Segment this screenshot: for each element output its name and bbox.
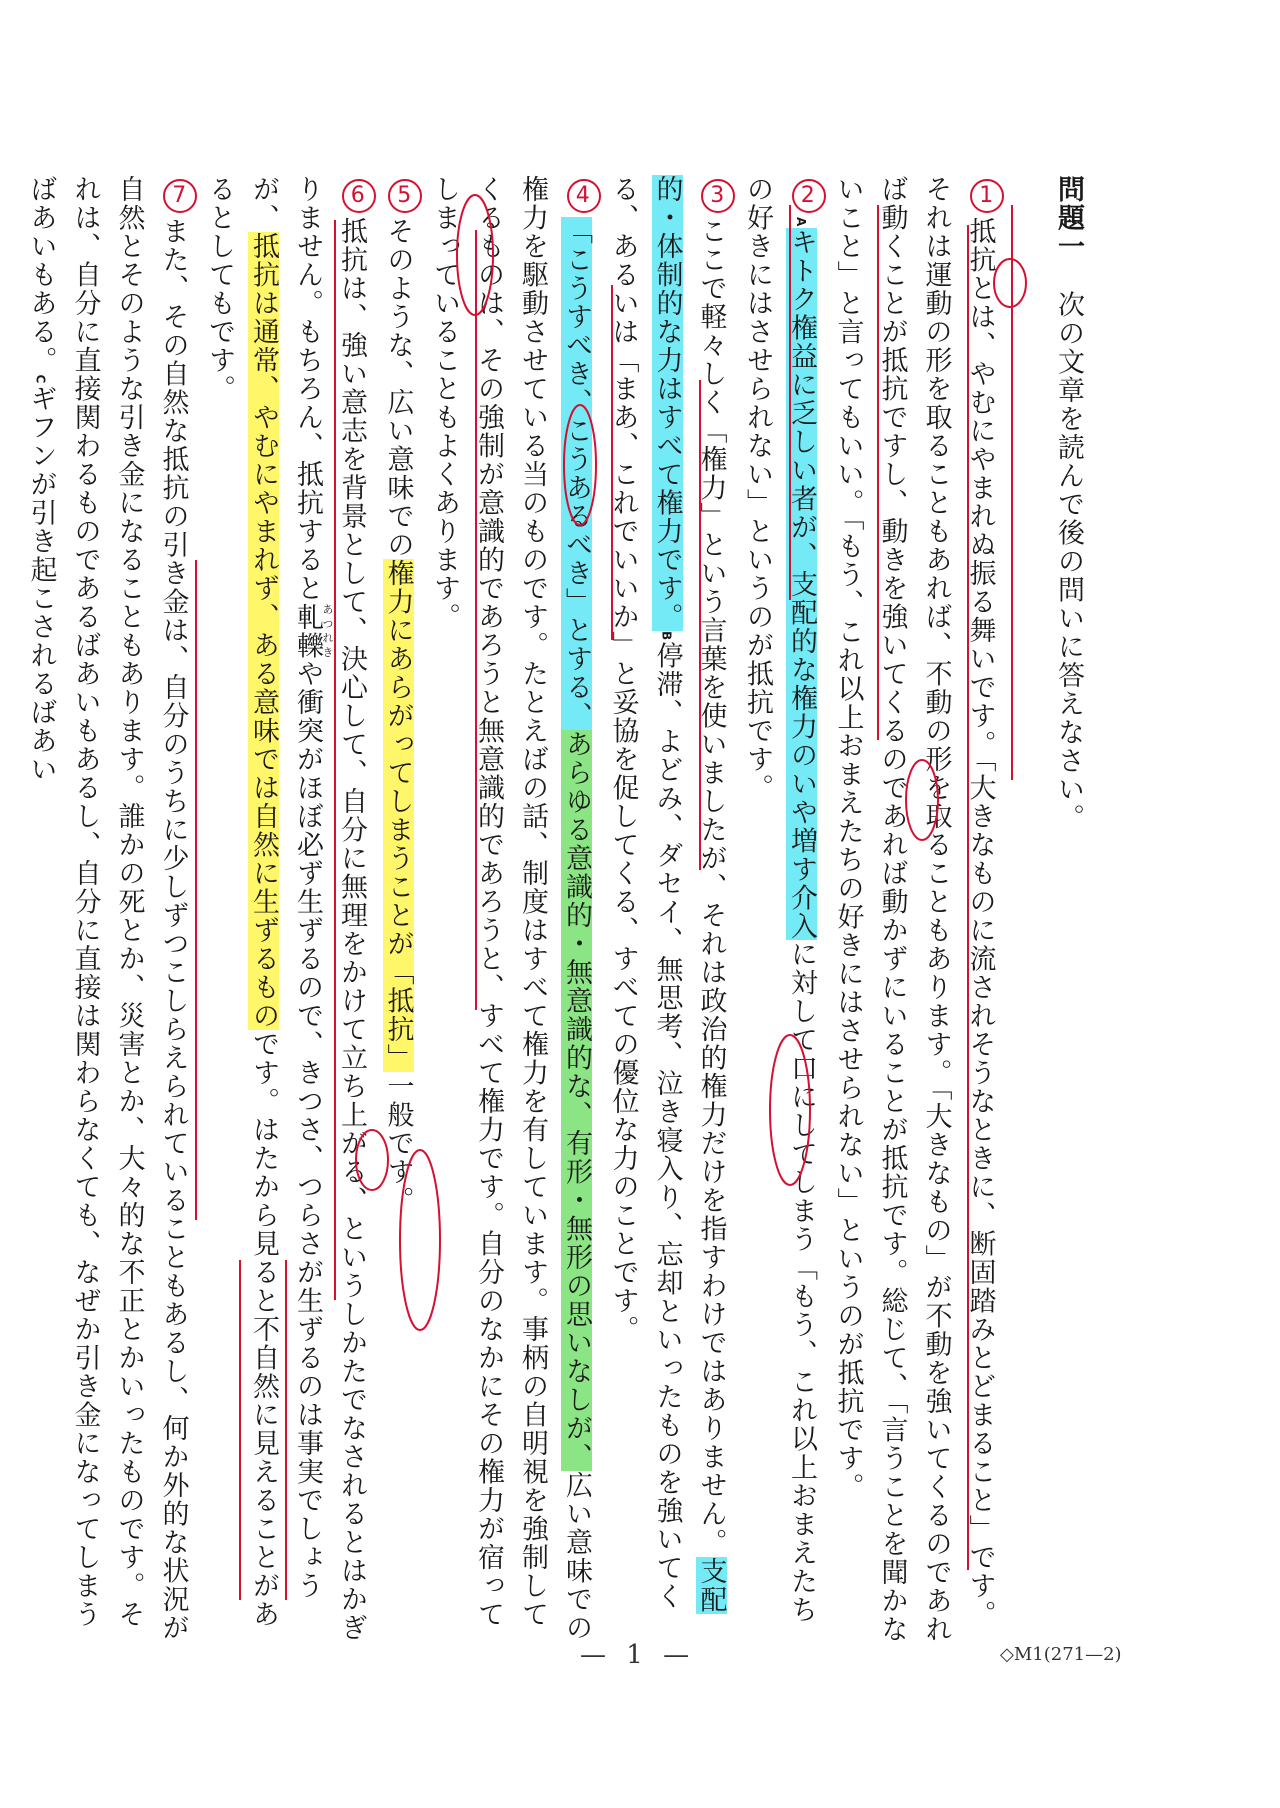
highlight-cyan-4: 「こうすべき、こうあるべき」とする、 [561,217,592,730]
label-c: C [33,374,48,385]
paragraph-marker-6: 6 [342,179,376,213]
highlight-green-4: あらゆる意識的・無意識的な、有形・無形の思いなしが、 [561,730,592,1471]
question-number: 問題一 [1053,175,1084,261]
paragraph-3-text-before: ここで軽々しく「権力」という言葉を使いましたが、それは政治的権力だけを指すわけではありません。 [695,217,727,1557]
label-a: A [794,217,808,228]
page-number: — 1 — [580,1640,696,1670]
paragraph-2-text: に対して口にしてしまう「もう、これ以上おまえたちの好きにはさせられない」というのが抵抗です。 [742,175,817,1625]
paragraph-6-text-before: 抵抗は、強い意志を背景として、決心して、自分に無理をかけて立ち上がる、というしかたでなされるとはかぎりません。もちろん、抵抗すると [292,175,367,1642]
paragraph-6-text-mid: や衝突がほぼ必ず生ずるので、きつさ、つらさが生ずるのは事実でしょうが、 [248,175,323,1600]
paragraph-marker-5: 5 [388,179,422,213]
vertical-text-body [25,175,1090,1645]
paragraph-7-text-after: ギフンが引き起こされるばあい [25,384,57,784]
paragraph-marker-4: 4 [567,179,601,213]
highlight-cyan-3: 支配的・体制的な力はすべて権力です。 [651,175,727,1614]
paragraph-4-text: 広い意味での権力を駆動させている当のものです。たとえばの話、制度はすべて権力を有しています。事柄の自明視を強制してくるものは、その強制が意識的であろうと無意識的であろうと、すべて権力です。自分のなかにその権力が宿ってしまっていることもよくあります。 [429,175,592,1642]
paragraph-marker-7: 7 [163,179,197,213]
paragraph-marker-3: 3 [701,179,735,213]
paragraph-7-text: また、その自然な抵抗の引き金は、自分のうちに少しずつこしらえられていることもあるし、何か外的な状況が自然とそのような引き金になることもあります。誰かの死とか、災害とか、大々的な不正とかいったものです。それは、自分に直接関わるものであるばあいもあるし、自分に直接は関わらなくても、なぜか引き金になってしまうばあいもある。 [25,175,189,1642]
paragraph-3 [601,175,736,1645]
paragraph-5 [376,175,423,1645]
paragraph-marker-2: 2 [792,179,826,213]
ruby-atsureki: 軋轢あつれき [292,602,334,660]
paragraph-7 [19,175,198,1645]
paragraph-marker-1: 1 [970,179,1004,213]
paragraph-6-text-after: です。はたから見ると不自然に見えることがあるとしてもです。 [204,175,279,1629]
paragraph-3-text-after: 停滞、よどみ、ダセイ、無思考、泣き寝入り、忘却といったものを強いてくる、あるいは「まあ、これでいいか」と妥協を促してくる、すべての優位な力のことです。 [607,175,683,1611]
question-header [1046,175,1090,1645]
highlight-cyan-2: キトク権益に乏しい者が、支配的な権力のいや増す介入 [786,227,817,941]
paragraph-5-text-after: 一般です。 [382,1072,414,1215]
highlight-yellow-5: 権力にあらがってしまうことが「抵抗」 [382,559,414,1072]
paragraph-4 [422,175,601,1645]
paragraph-6 [197,175,376,1645]
highlight-yellow-6: 抵抗は通常、やむにやまれず、ある意味では自然に生ずるもの [248,232,279,1030]
label-b: B [659,631,674,642]
paragraph-1 [826,175,1005,1645]
paragraph-2 [735,175,826,1645]
paragraph-1-text: 抵抗とは、やむにやまれぬ振る舞いです。「大きなものに流されそうなときに、断固踏みとどまること」です。それは運動の形を取ることもあれば、不動の形を取ることもあります。「大きなもの」が不動を強いてくるのであれば動くことが抵抗ですし、動きを強いてくるのであれば動かずにいることが抵抗です。総じて、「言うことを聞かないこと」と言ってもいい。「もう、これ以上おまえたちの好きにはさせられない」というのが抵抗です。 [832,175,996,1644]
question-instruction: 次の文章を読んで後の問いに答えなさい。 [1053,290,1084,833]
exam-code: ◇M1(271—2) [1000,1644,1122,1665]
paragraph-5-text-before: そのような、広い意味での [382,217,414,559]
